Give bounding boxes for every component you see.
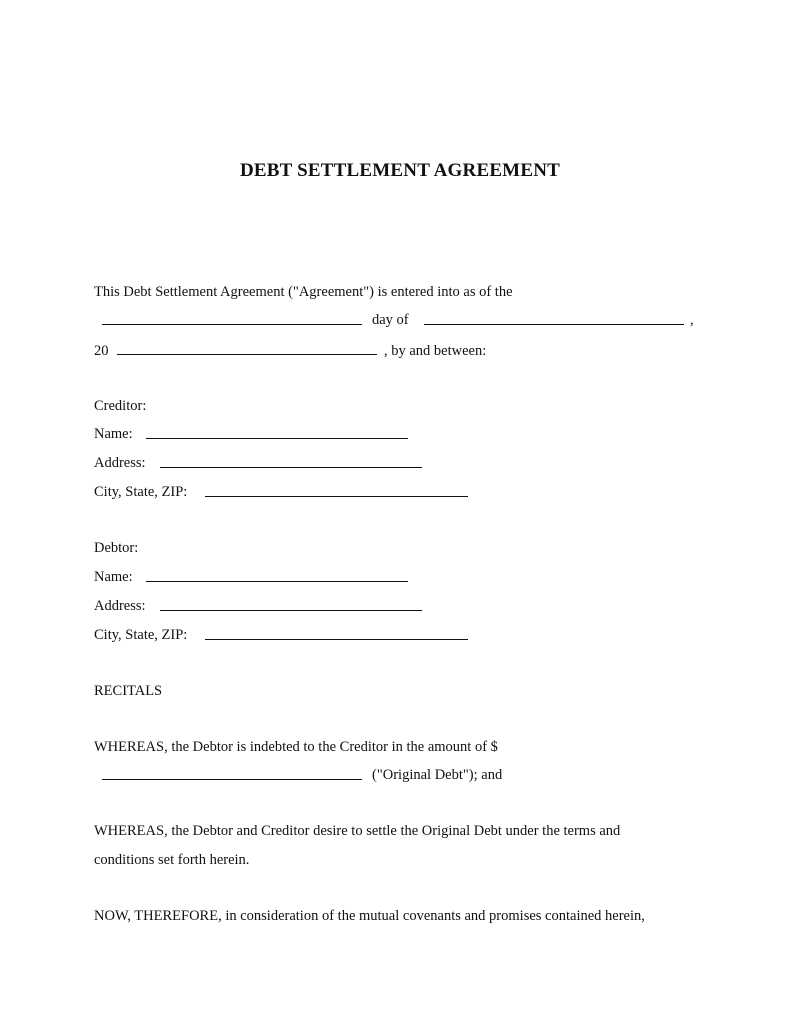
- original-debt-suffix: ("Original Debt"); and: [372, 767, 503, 783]
- by-and-between-text: , by and between:: [384, 343, 487, 359]
- debtor-address-label: Address:: [94, 598, 146, 614]
- creditor-address-field[interactable]: [160, 467, 422, 468]
- recitals-heading: RECITALS: [94, 683, 163, 699]
- comma-text: ,: [690, 312, 694, 328]
- debtor-city-label: City, State, ZIP:: [94, 627, 188, 643]
- whereas-2-line-1: WHEREAS, the Debtor and Creditor desire to settle the Original Debt under the terms and: [94, 823, 621, 839]
- creditor-address-label: Address:: [94, 455, 146, 471]
- creditor-city-label: City, State, ZIP:: [94, 484, 188, 500]
- creditor-name-label: Name:: [94, 426, 133, 442]
- creditor-name-field[interactable]: [146, 438, 408, 439]
- document-title: DEBT SETTLEMENT AGREEMENT: [239, 160, 560, 181]
- year-field[interactable]: [117, 354, 377, 355]
- debtor-name-label: Name:: [94, 569, 133, 585]
- year-prefix: 20: [94, 343, 109, 359]
- debtor-heading: Debtor:: [94, 540, 139, 556]
- day-number-field[interactable]: [102, 324, 362, 325]
- debtor-name-field[interactable]: [146, 581, 408, 582]
- now-therefore-text: NOW, THEREFORE, in consideration of the mutual covenants and promises contained herein,: [94, 908, 645, 924]
- debtor-address-field[interactable]: [160, 610, 422, 611]
- whereas-2-line-2: conditions set forth herein.: [94, 852, 250, 868]
- creditor-city-field[interactable]: [205, 496, 468, 497]
- intro-text: This Debt Settlement Agreement ("Agreement") is entered into as of the: [94, 284, 513, 300]
- original-debt-amount-field[interactable]: [102, 779, 362, 780]
- debtor-city-field[interactable]: [205, 639, 468, 640]
- month-field[interactable]: [424, 324, 684, 325]
- day-of-label: day of: [372, 312, 409, 328]
- whereas-1-text: WHEREAS, the Debtor is indebted to the Creditor in the amount of $: [94, 739, 498, 755]
- creditor-heading: Creditor:: [94, 398, 147, 414]
